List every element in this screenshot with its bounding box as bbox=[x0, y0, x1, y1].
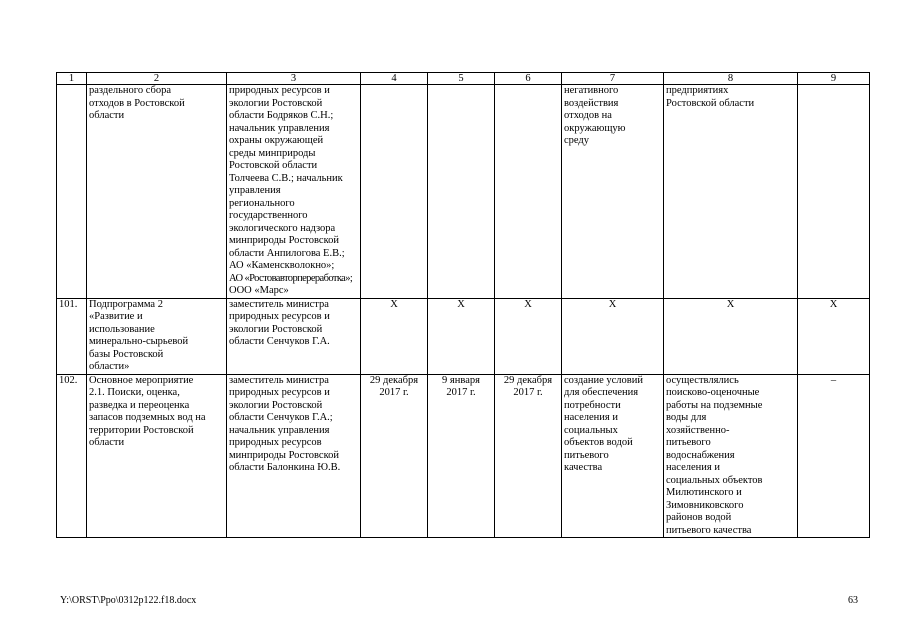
actual-result-cell: Х bbox=[664, 298, 798, 374]
date-cell: Х bbox=[428, 298, 495, 374]
responsible-line: природных ресурсов и bbox=[229, 85, 330, 96]
responsible-line: области Анпилогова Е.В.; bbox=[229, 247, 345, 259]
responsible-line: АО «Ростовавторпереработка»; bbox=[229, 272, 353, 284]
date-cell bbox=[361, 85, 428, 299]
table-row-101 bbox=[57, 298, 870, 374]
actual-result-cell: осуществлялись поисково-оценочные работы на подземные воды для хозяйственно- питьевого водоснабжения населения и социальных объектов Милютинского и Зимовниковского районов водой питьевого качества bbox=[664, 374, 798, 538]
row-number-cell bbox=[57, 85, 87, 299]
header-cell: 3 bbox=[227, 73, 361, 85]
event-name-cell: Подпрограмма 2 «Развитие и использование минерально-сырьевой базы Ростовской области» bbox=[87, 298, 227, 374]
responsible-line: начальник управления bbox=[229, 122, 330, 134]
responsible-line: управления bbox=[229, 185, 281, 196]
header-cell: 5 bbox=[428, 73, 495, 85]
responsible-line: Толчеева С.В.; начальник bbox=[229, 172, 343, 184]
header-cell: 2 bbox=[87, 73, 227, 85]
responsible-line: ООО «Марс» bbox=[229, 285, 289, 296]
notes-cell bbox=[798, 85, 870, 299]
actual-result-cell: предприятиях Ростовской области bbox=[664, 85, 798, 299]
footer-file-path: Y:\ORST\Ppo\0312p122.f18.docx bbox=[60, 595, 197, 606]
responsible-line: АО «Каменскволокно»; bbox=[229, 260, 335, 271]
date-cell: 9 января 2017 г. bbox=[428, 374, 495, 538]
row-number-cell: 101. bbox=[57, 298, 87, 374]
report-table bbox=[56, 72, 870, 538]
responsible-cell bbox=[227, 85, 361, 299]
expected-result-cell: негативного воздействия отходов на окружающую среду bbox=[562, 85, 664, 299]
responsible-line: экологии Ростовской bbox=[229, 97, 323, 109]
responsible-line: среды минприроды bbox=[229, 147, 316, 159]
page-number: 63 bbox=[848, 595, 858, 606]
header-cell: 6 bbox=[495, 73, 562, 85]
responsible-lines bbox=[229, 85, 358, 273]
date-cell: Х bbox=[361, 298, 428, 374]
date-cell: 29 декабря 2017 г. bbox=[495, 374, 562, 538]
notes-cell: – bbox=[798, 374, 870, 538]
event-name-cell: Основное мероприятие 2.1. Поиски, оценка, разведка и переоценка запасов подземных вод на территории Ростовской области bbox=[87, 374, 227, 538]
responsible-line: экологического надзора bbox=[229, 222, 336, 234]
table-row-102 bbox=[57, 374, 870, 538]
notes-cell: Х bbox=[798, 298, 870, 374]
date-cell: Х bbox=[495, 298, 562, 374]
responsible-line: области Бодряков С.Н.; bbox=[229, 110, 334, 121]
header-cell: 1 bbox=[57, 73, 87, 85]
table-header-row bbox=[57, 73, 870, 85]
responsible-line: охраны окружающей bbox=[229, 135, 324, 146]
responsible-line: государственного bbox=[229, 210, 308, 221]
responsible-cell: заместитель министра природных ресурсов и экологии Ростовской области Сенчуков Г.А.; начальник управления природных ресурсов минприроды Ростовской области Балонкина Ю.В. bbox=[227, 374, 361, 538]
responsible-cell: заместитель министра природных ресурсов и экологии Ростовской области Сенчуков Г.А. bbox=[227, 298, 361, 374]
row-number-cell: 102. bbox=[57, 374, 87, 538]
date-cell bbox=[428, 85, 495, 299]
date-cell bbox=[495, 85, 562, 299]
table-row-continued bbox=[57, 85, 870, 299]
header-cell: 7 bbox=[562, 73, 664, 85]
header-cell: 9 bbox=[798, 73, 870, 85]
responsible-line: Ростовской области bbox=[229, 160, 318, 171]
date-cell: 29 декабря 2017 г. bbox=[361, 374, 428, 538]
header-cell: 4 bbox=[361, 73, 428, 85]
header-cell: 8 bbox=[664, 73, 798, 85]
expected-result-cell: создание условий для обеспечения потребности населения и социальных объектов водой питьевого качества bbox=[562, 374, 664, 538]
responsible-line: минприроды Ростовской bbox=[229, 235, 340, 246]
expected-result-cell: Х bbox=[562, 298, 664, 374]
event-name-cell: раздельного сбора отходов в Ростовской области bbox=[87, 85, 227, 299]
responsible-line: регионального bbox=[229, 197, 295, 209]
